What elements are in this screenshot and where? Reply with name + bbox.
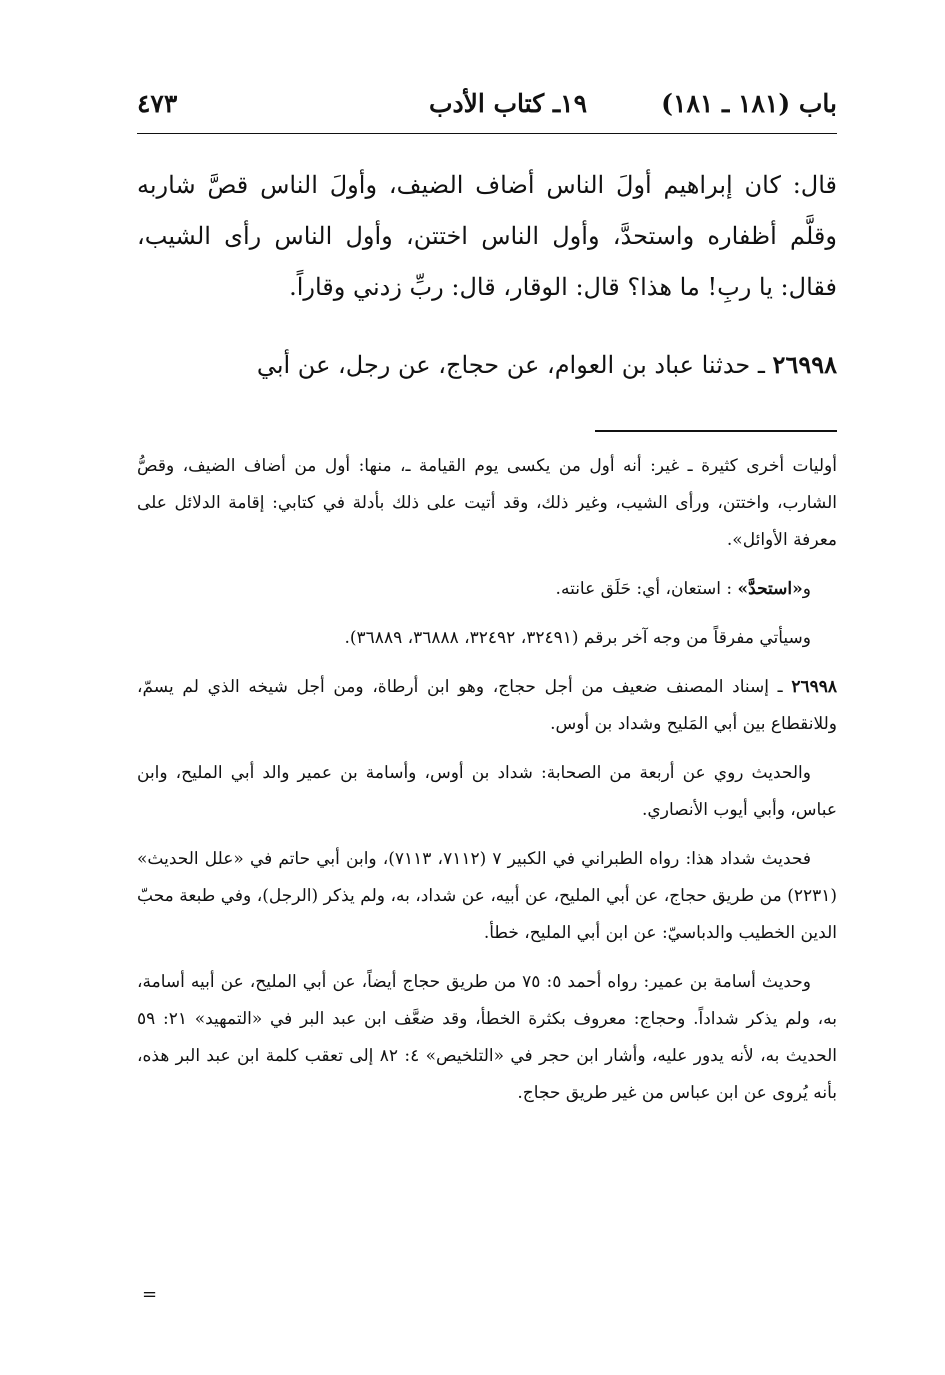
defined-term: «استحدَّ» [737,579,803,599]
term-definition: : استعان، أي: حَلَق عانته. [555,579,738,599]
running-header [137,82,837,126]
footnote-paragraph: وسيأتي مفرقاً من وجه آخر برقم (٣٢٤٩١، ٣٢٤٩٢، ٣٦٨٨٨، ٣٦٨٨٩). [344,628,811,648]
hadith-paragraph [137,339,837,391]
footnote-paragraph: والحديث روي عن أربعة من الصحابة: شداد بن أوس، وأسامة بن عمير والد أبي المليح، وابن عباس، وأبي أيوب الأنصاري. [137,763,837,820]
main-paragraph: قال: كان إبراهيم أولَ الناس أضاف الضيف، وأولَ الناس قصَّ شاربه وقلَّم أظفاره واستحدَّ، وأول الناس اختتن، وأول الناس رأى الشيب، فقال: يا ربِ! ما هذا؟ قال: الوقار، قال: ربِّ زدني وقاراً. [137,171,837,301]
main-text [137,160,837,391]
hadith-number: ٢٦٩٩٨ [772,350,837,379]
header-divider [137,133,837,134]
footnotes [137,448,837,1124]
page-number: ٤٧٣ [137,89,178,118]
chapter-reference: باب (١٨١ ـ ١٨١) [661,89,837,118]
footnote-paragraph: فحديث شداد هذا: رواه الطبراني في الكبير ٧ (٧١١٢، ٧١١٣)، وابن أبي حاتم في «علل الحديث» (٢٢٣١) من طريق حجاج، عن أبي المليح، عن أبيه، عن شداد، به، ولم يذكر (الرجل)، وفي طبعة محبّ الدين الخطيب والدباسيّ: عن ابن أبي المليح، خطأ. [137,849,837,943]
footnote-divider [595,430,837,432]
note-prefix: و [802,579,811,599]
footnote-text: ـ إسناد المصنف ضعيف من أجل حجاج، وهو ابن أرطاة، ومن أجل شيخه الذي لم يسمّ، وللانقطاع بين أبي المَليح وشداد بن أوس. [137,677,837,734]
book-title: ١٩ـ كتاب الأدب [428,89,587,118]
footnote-paragraph: أوليات أخرى كثيرة ـ غير: أنه أول من يكسى يوم القيامة ـ، منها: أول من أضاف الضيف، وقصُّ الشارب، واختتن، ورأى الشيب، وغير ذلك، وقد أتيت على ذلك بأدلة في كتابي: إقامة الدلائل على معرفة الأوائل». [137,456,837,550]
footnote-paragraph [137,571,837,608]
footnote-paragraph [137,669,837,743]
hadith-text: ـ حدثنا عباد بن العوام، عن حجاج، عن رجل، عن أبي [256,351,773,379]
footnote-paragraph: وحديث أسامة بن عمير: رواه أحمد ٥: ٧٥ من طريق حجاج أيضاً، عن أبي المليح، عن أبيه أسامة، به، ولم يذكر شداداً. وحجاج: معروف بكثرة الخطأ، وقد ضعَّف ابن عبد البر في «التمهيد» ٢١: ٥٩ الحديث به، لأنه يدور عليه، وأشار ابن حجر في «التلخيص» ٤: ٨٢ إلى تعقب كلمة ابن عبد البر هذه، بأنه يُروى عن ابن عباس من غير طريق حجاج. [137,972,837,1103]
continuation-mark: = [142,1284,158,1305]
footnote-number: ٢٦٩٩٨ [791,677,837,697]
